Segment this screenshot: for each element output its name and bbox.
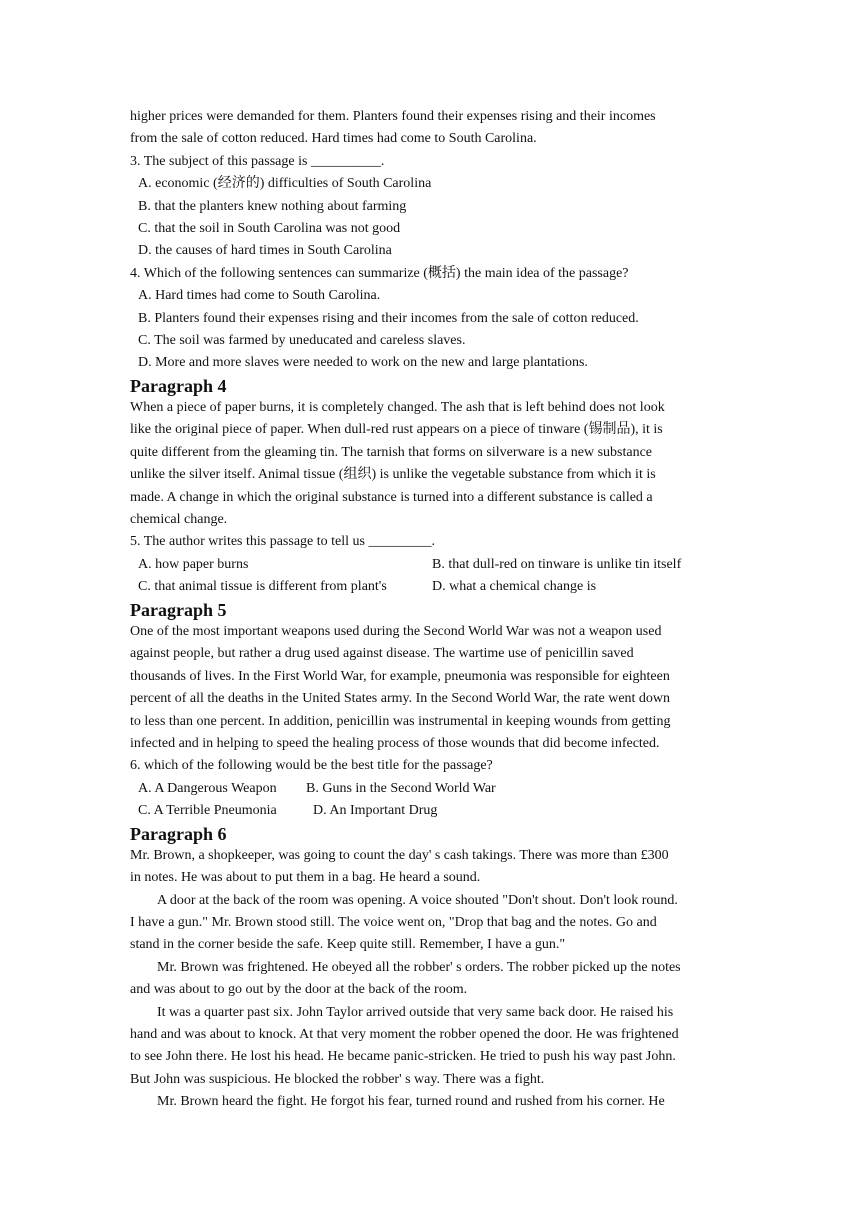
paragraph-4-text-line: quite different from the gleaming tin. The tarnish that forms on silverware is a new substance [130, 444, 653, 460]
paragraph-4-text-line: made. A change in which the original substance is turned into a different substance is called a [130, 489, 653, 505]
paragraph-3-text-line: from the sale of cotton reduced. Hard times had come to South Carolina. [130, 131, 537, 147]
question-3-option-d: D. the causes of hard times in South Carolina [138, 243, 392, 259]
question-6-option-a: A. A Dangerous Weapon [138, 780, 277, 796]
question-5-stem: 5. The author writes this passage to tell us _________. [130, 534, 435, 550]
paragraph-5-text-line: One of the most important weapons used during the Second World War was not a weapon used [130, 623, 662, 639]
question-3-option-b: B. that the planters knew nothing about farming [138, 198, 407, 214]
paragraph-5-heading: Paragraph 5 [130, 599, 227, 620]
question-5-option-a: A. how paper burns [138, 556, 249, 572]
question-5-options-row-1 [130, 554, 740, 576]
paragraph-6-text-line: in notes. He was about to put them in a bag. He heard a sound. [130, 870, 481, 886]
question-4-stem: 4. Which of the following sentences can summarize (概括) the main idea of the passage? [130, 265, 629, 281]
question-4-option-c: C. The soil was farmed by uneducated and careless slaves. [138, 332, 466, 348]
question-4-option-d: D. More and more slaves were needed to work on the new and large plantations. [138, 355, 588, 371]
paragraph-5-text-line: infected and in helping to speed the healing process of those wounds that did become infected. [130, 735, 660, 751]
paragraph-6-text-line: Mr. Brown was frightened. He obeyed all the robber' s orders. The robber picked up the notes [157, 959, 681, 975]
paragraph-6-text-line: Mr. Brown, a shopkeeper, was going to count the day' s cash takings. There was more than £300 [130, 847, 669, 863]
question-6-option-b: B. Guns in the Second World War [306, 780, 496, 796]
paragraph-4-text-line: unlike the silver itself. Animal tissue (组织) is unlike the vegetable substance from which it is [130, 467, 656, 483]
paragraph-6-text-line: Mr. Brown heard the fight. He forgot his fear, turned round and rushed from his corner. He [157, 1094, 665, 1110]
question-3-option-c: C. that the soil in South Carolina was not good [138, 220, 401, 236]
paragraph-4-heading: Paragraph 4 [130, 375, 227, 396]
question-5-option-d: D. what a chemical change is [432, 579, 597, 595]
paragraph-6-text-line: hand and was about to knock. At that very moment the robber opened the door. He was frightened [130, 1027, 679, 1043]
question-5-option-c: C. that animal tissue is different from plant's [138, 579, 387, 595]
paragraph-5-text-line: to less than one percent. In addition, penicillin was instrumental in keeping wounds from getting [130, 713, 671, 729]
paragraph-6-text-line: It was a quarter past six. John Taylor arrived outside that very same back door. He raised his [157, 1004, 674, 1020]
question-4-option-b: B. Planters found their expenses rising and their incomes from the sale of cotton reduced. [138, 310, 639, 326]
paragraph-4-text-line: chemical change. [130, 512, 228, 528]
document-content [130, 106, 740, 1114]
paragraph-6-text-line: A door at the back of the room was opening. A voice shouted "Don't shout. Don't look round. [157, 892, 678, 908]
paragraph-4-text-line: When a piece of paper burns, it is completely changed. The ash that is left behind does not look [130, 400, 665, 416]
paragraph-4-text-line: like the original piece of paper. When dull-red rust appears on a piece of tinware (锡制品), it is [130, 422, 663, 438]
paragraph-6-text-line: I have a gun." Mr. Brown stood still. The voice went on, "Drop that bag and the notes. Go and [130, 915, 657, 931]
question-5-options-row-2 [130, 576, 740, 598]
paragraph-5-text-line: against people, but rather a drug used against disease. The wartime use of penicillin saved [130, 646, 634, 662]
paragraph-6-text-line: But John was suspicious. He blocked the robber' s way. There was a fight. [130, 1071, 545, 1087]
paragraph-6-text-line: and was about to go out by the door at the back of the room. [130, 982, 468, 998]
question-3-stem: 3. The subject of this passage is __________. [130, 153, 385, 169]
paragraph-5-text-line: thousands of lives. In the First World War, for example, pneumonia was responsible for eighteen [130, 668, 670, 684]
question-5-option-b: B. that dull-red on tinware is unlike tin itself [432, 556, 682, 572]
question-3-option-a: A. economic (经济的) difficulties of South Carolina [138, 176, 432, 192]
paragraph-5-text-line: percent of all the deaths in the United States army. In the Second World War, the rate went down [130, 691, 671, 707]
paragraph-6-text-line: to see John there. He lost his head. He became panic-stricken. He tried to push his way past John. [130, 1049, 676, 1065]
paragraph-3-text-line: higher prices were demanded for them. Planters found their expenses rising and their incomes [130, 109, 656, 124]
question-6-options-row-2 [130, 800, 740, 822]
question-6-options-row-1 [130, 778, 740, 800]
paragraph-6-heading: Paragraph 6 [130, 823, 227, 844]
question-6-option-d: D. An Important Drug [313, 803, 438, 819]
question-6-option-c: C. A Terrible Pneumonia [138, 803, 277, 819]
question-6-stem: 6. which of the following would be the best title for the passage? [130, 758, 493, 774]
paragraph-6-text-line: stand in the corner beside the safe. Keep quite still. Remember, I have a gun." [130, 937, 566, 953]
question-4-option-a: A. Hard times had come to South Carolina. [138, 288, 381, 304]
